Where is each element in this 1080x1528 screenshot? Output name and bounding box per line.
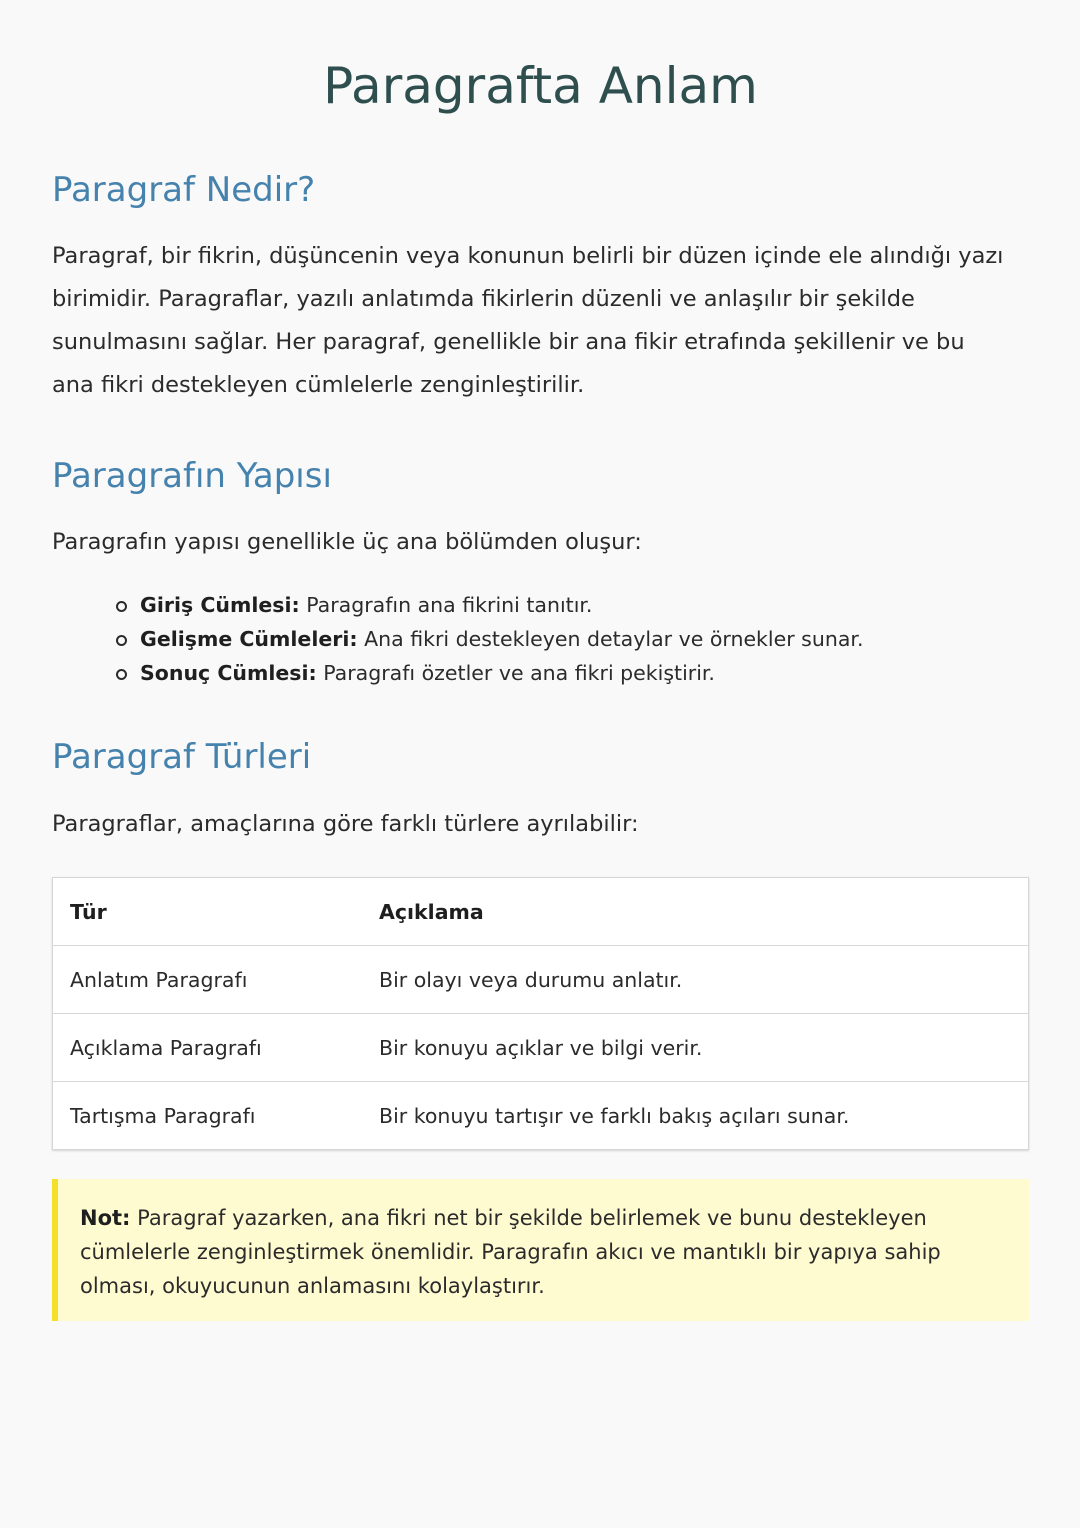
bullet-circle-icon — [116, 601, 127, 612]
list-item-desc: Paragrafı özetler ve ana fikri pekiştirir. — [316, 661, 715, 685]
list-item — [116, 622, 863, 656]
paragraph-types-table — [52, 877, 1029, 1150]
table-header-cell: Açıklama — [362, 878, 1029, 946]
table-cell: Bir konuyu tartışır ve farklı bakış açıları sunar. — [362, 1082, 1029, 1150]
note-box — [52, 1179, 1029, 1321]
page-title: Paragrafta Anlam — [323, 57, 758, 115]
table-row — [53, 1014, 1029, 1082]
structure-list — [116, 588, 863, 690]
heading-paragrafin-yapisi: Paragrafın Yapısı — [52, 456, 332, 496]
table-cell: Bir konuyu açıklar ve bilgi verir. — [362, 1014, 1029, 1082]
heading-paragraf-turleri: Paragraf Türleri — [52, 737, 312, 777]
table-header-cell: Tür — [53, 878, 363, 946]
table-cell: Tartışma Paragrafı — [53, 1082, 363, 1150]
table-cell: Anlatım Paragrafı — [53, 946, 363, 1014]
list-item-term: Gelişme Cümleleri: — [140, 627, 358, 651]
note-body: Paragraf yazarken, ana fikri net bir şekilde belirlemek ve bunu destekleyen cümlelerle zenginleştirmek önemlidir. Paragrafın akıcı ve mantıklı bir yapıya sahip olması, okuyucunun anlamasını kolaylaştırır. — [80, 1206, 941, 1298]
definition-paragraph: Paragraf, bir fikrin, düşüncenin veya konunun belirli bir düzen içinde ele alındığı yazı birimidir. Paragraflar, yazılı anlatımda fikirlerin düzenli ve anlaşılır bir şekilde sunulmasını sağlar. Her paragraf, genellikle bir ana fikir etrafında şekillenir ve bu ana fikri destekleyen cümlelerle zenginleştirilir. — [52, 243, 1004, 398]
types-intro: Paragraflar, amaçlarına göre farklı türlere ayrılabilir: — [52, 811, 639, 837]
list-item-term: Sonuç Cümlesi: — [140, 661, 317, 685]
structure-intro: Paragrafın yapısı genellikle üç ana bölümden oluşur: — [52, 529, 642, 555]
list-item-desc: Ana fikri destekleyen detaylar ve örnekler sunar. — [357, 627, 864, 651]
note-label: Not: — [80, 1206, 131, 1230]
table-row — [53, 1082, 1029, 1150]
list-item-term: Giriş Cümlesi: — [140, 593, 300, 617]
table-row — [53, 946, 1029, 1014]
heading-paragraf-nedir: Paragraf Nedir? — [52, 170, 316, 210]
list-item — [116, 656, 863, 690]
list-item — [116, 588, 863, 622]
table-header-row — [53, 878, 1029, 946]
note-text — [80, 1201, 989, 1303]
list-item-desc: Paragrafın ana fikrini tanıtır. — [299, 593, 593, 617]
table-cell: Açıklama Paragrafı — [53, 1014, 363, 1082]
bullet-circle-icon — [116, 669, 127, 680]
table-cell: Bir olayı veya durumu anlatır. — [362, 946, 1029, 1014]
bullet-circle-icon — [116, 635, 127, 646]
